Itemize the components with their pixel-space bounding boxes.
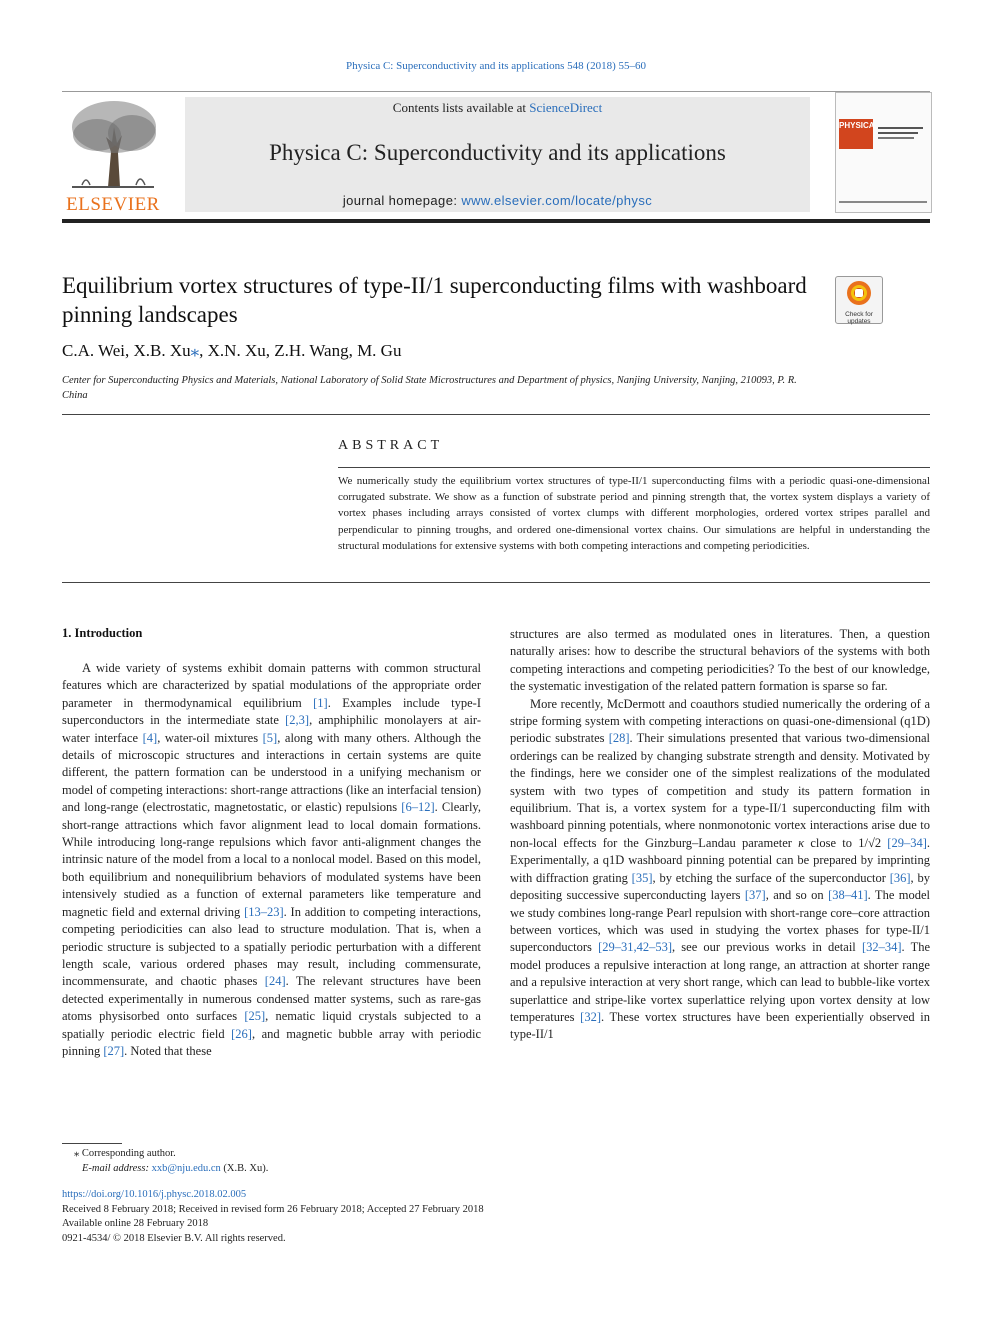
text-run: . The model produces a repulsive interaction at long range, an attraction at shorter range and a repulsive interaction at very short range, which can lead to bubble-like vortex superlattice and stripe-like vortex superlattice relying upon vortex density at low temperatures [510,940,930,1024]
citation-link[interactable]: [1] [313,695,328,710]
text-run: . Examples include type-I superconductors in the intermediate state [62,695,481,728]
citation-link[interactable]: [27] [103,1043,125,1058]
header-top-rule [62,91,930,92]
text-run: structures are also termed as modulated ones in literatures. Then, a question naturally arises: how to describe the structural behaviors of the systems with both competing interactions and competing periodicities? To the best of our knowledge, the systematic investigation of the related pattern formation is sparse so far. [510,627,930,694]
journal-cover-thumbnail[interactable] [835,92,932,213]
text-run: , nematic liquid crystals subjected to a spatially periodic electric field [62,1009,481,1041]
abstract-rule [338,467,930,468]
footnote-corresponding-text: Corresponding author. [81,1148,176,1159]
footnote-corresponding [62,1146,268,1161]
citation-link[interactable]: [6–12] [401,800,435,815]
cover-color-bar [839,133,873,149]
available-online: Available online 28 February 2018 [62,1218,209,1229]
citation-link[interactable]: [37] [744,888,766,903]
citation-link[interactable]: [35] [631,870,653,885]
citation-link[interactable]: [13–23] [244,904,284,919]
citation-link[interactable]: [32–34] [861,940,902,955]
citation-link[interactable]: [29–31,42–53] [598,940,673,955]
footnote-email [62,1161,268,1176]
section-rule [62,414,930,415]
paragraph [510,626,930,696]
cover-footer-line [839,201,927,203]
check-updates-label: Check for updates [845,311,873,325]
citation-link[interactable]: [36] [889,870,911,885]
footnote-rule [62,1143,122,1144]
journal-title: Physica C: Superconductivity and its applications [269,140,726,165]
publisher-name: ELSEVIER [66,194,160,215]
corresponding-author-marker[interactable]: ⁎ [190,341,200,360]
check-updates-icon [846,280,872,306]
text-run: , and magnetic bubble array with periodic pinning [62,1026,481,1058]
elsevier-tree-icon [62,97,164,192]
email-link[interactable]: xxb@nju.edu.cn [151,1163,221,1174]
text-run: , by depositing successive superconducting layers [510,870,931,903]
citation-link[interactable]: [25] [244,1009,266,1024]
text-run: , along with many others. Although the details of microscopic structures and interactions in certain systems are quite different, the pattern formation can be understood in a unifying mechanism or model of competing interactions: short-range attractions (like an interfacial tension) and long-range (electrostatic, magnetostatic, or elastic) repulsions [62,730,481,815]
citation-link[interactable]: [5] [262,730,278,745]
text-run: , and so on [765,888,829,903]
author-list [62,341,401,361]
text-run: More recently, McDermott and coauthors studied numerically the ordering of a stripe forming system with competing interactions on quasi-one-dimensional (q1D) periodic substrates [510,696,930,746]
text-run: . Noted that these [124,1043,212,1058]
sciencedirect-link[interactable]: ScienceDirect [529,100,603,115]
authors-rest: , X.N. Xu, Z.H. Wang, M. Gu [199,341,402,360]
citation-link[interactable]: [4] [142,730,158,745]
email-suffix: (X.B. Xu). [220,1163,269,1174]
affiliation: Center for Superconducting Physics and Materials, National Laboratory of Solid State Microstructures and Department of physics, Nanjing University, Nanjing, 210093, P. R. China [62,375,797,401]
authors-first: C.A. Wei, X.B. Xu [62,341,191,360]
text-run: A wide variety of systems exhibit domain patterns with common structural features which are characterized by spatial modulations of the appropriate order parameter in thermodynamical equilibrium [62,661,481,710]
cover-text-line [878,132,918,134]
paragraph [510,696,930,1044]
section-rule [62,582,930,583]
text-run: . Clearly, short-range attractions which favor alignment lead to local domain formations. While introducing long-range repulsions which favor anti-alignment changes the intrinsic nature of the model from a local to a nonlocal model. Based on this model, both equilibrium and nonequilibrium behaviors of modulated systems have been intensively studied as a function of external parameters like temperature and magnetic field and external driving [62,800,481,919]
contents-prefix: Contents lists available at [392,100,530,115]
text-run: . In addition to competing interactions, competing periodicities can also lead to structure modulation. That is, when a periodic structure is subjected to a spatially periodic perturbation with a different length scale, various ordered phases may result, including commensurate, incommensurate, and chaotic phases [62,904,481,989]
text-run: , amphiphilic monolayers at air-water interface [62,713,481,745]
footnote [62,1146,268,1176]
email-label: E-mail address: [82,1163,152,1174]
citation-link[interactable]: [32] [580,1009,601,1024]
header-bottom-rule [62,219,930,223]
text-run: , see our previous works in detail [672,940,862,955]
text-run: . Experimentally, a q1D washboard pinning potential can be prepared by imprinting with diffraction grating [510,835,930,885]
citation-link[interactable]: [38–41] [828,888,868,903]
contents-line [185,100,810,116]
abstract-text: We numerically study the equilibrium vortex structures of type-II/1 superconducting films with a periodic quasi-one-dimensional corrugated substrate. We show as a function of substrate period and pinning strength that, the vortex system displays a variety of vortex phases including arrays consisted of vortex clumps with different morphologies, ordered vortex stripes parallel and perpendicular to pinning troughs, and ordered one-dimensional vortex chains. Our simulations are helpful in understanding the structural modulations for extensive systems with both competing interactions and competing periodicities. [338,475,930,552]
section-heading-introduction: 1. Introduction [62,626,143,640]
text-run: . The relevant structures have been detected experimentally in numerous condensed matter systems, such as rare-gas atoms physisorbed onto surfaces [62,974,481,1024]
math-symbol: κ [798,835,805,850]
cover-text-line [878,137,914,139]
text-run: . These vortex structures have been experientially observed in type-II/1 [510,1009,930,1042]
text-run: . Their simulations presented that various two-dimensional orderings can be realized by changing substrate strength and density. Motivated by the findings, here we consider one of the simplest realizations of the modulated system with two types of competition and study its pattern formation in equilibrium. That is, a vortex system for a type-II/1 superconducting film with washboard pinning potentials, where nonmonotonic vortex interactions arise due to non-local effects for the Ginzburg–Landau parameter [510,731,930,850]
text-run: , water-oil mixtures [157,730,263,745]
footnote-star: ⁎ [74,1148,80,1159]
copyright: 0921-4534/ © 2018 Elsevier B.V. All rights reserved. [62,1232,286,1244]
received-dates: Received 8 February 2018; Received in revised form 26 February 2018; Accepted 27 February 2018 [62,1203,484,1215]
body-column-left [62,660,481,1060]
citation-link[interactable]: [2,3] [285,713,310,728]
citation-link[interactable]: [26] [231,1026,252,1041]
citation-link[interactable]: [24] [264,974,286,989]
journal-reference[interactable]: Physica C: Superconductivity and its applications 548 (2018) 55–60 [345,60,647,72]
body-column-right [510,626,930,1044]
check-for-updates-button[interactable] [835,276,883,324]
homepage-prefix: journal homepage: [342,193,462,208]
text-run: . The model we study combines long-range Pearl repulsion with short-range core–core attraction between vortices, which was used in studying the vortex phases for type-II/1 superconductors [510,888,930,955]
journal-homepage [185,193,810,208]
paragraph [62,660,481,1060]
citation-link[interactable]: [29–34] [887,835,927,850]
article-footer [62,1188,484,1246]
abstract-heading: ABSTRACT [338,438,444,453]
citation-link[interactable]: [28] [608,731,630,746]
cover-text-line [878,127,923,129]
text-run: close to 1/√2 [804,835,888,850]
cover-label: PHYSICA [839,119,873,133]
doi-link[interactable]: https://doi.org/10.1016/j.physc.2018.02.005 [62,1189,247,1200]
homepage-link[interactable]: www.elsevier.com/locate/physc [461,193,653,208]
article-title: Equilibrium vortex structures of type-II/1 superconducting films with washboard pinning landscapes [62,273,807,327]
text-run: , by etching the surface of the superconductor [652,870,890,885]
